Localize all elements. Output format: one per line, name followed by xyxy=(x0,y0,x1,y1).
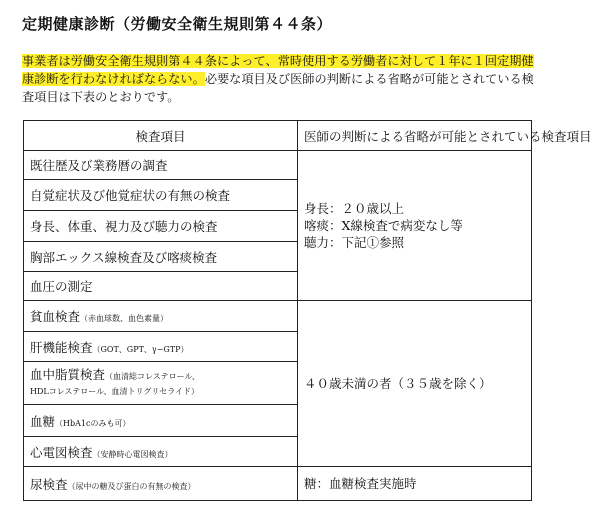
exam-item-note: （安静時心電図検査） xyxy=(92,449,173,459)
exam-item-name: 自覚症状及び他覚症状の有無の検査 xyxy=(30,188,231,203)
exam-item-note: （HbA1cのみも可） xyxy=(55,418,131,428)
table-row xyxy=(24,467,532,501)
exam-item-note: （GOT、GPT、γ−GTP） xyxy=(92,344,189,354)
omit-line: 聴力：下記①参照 xyxy=(304,235,405,250)
header-exam-item: 検査項目 xyxy=(24,121,298,151)
exam-item-cell xyxy=(24,301,298,332)
exam-item-name: 肝機能検査 xyxy=(30,339,93,355)
omit-cell-group-3 xyxy=(298,467,532,501)
omit-cell-group-2 xyxy=(298,301,532,467)
exam-item-name: 尿検査 xyxy=(30,476,68,492)
omit-line: 喀痰：X線検査で病変なし等 xyxy=(304,218,463,233)
exam-item-cell xyxy=(24,272,298,301)
exam-item-name: 既往歴及び業務暦の調査 xyxy=(30,158,168,173)
table-header-row xyxy=(24,121,532,151)
exam-item-note: （血清総コレステロール、 xyxy=(105,372,200,381)
omit-line: ４０歳未満の者（３５歳を除く） xyxy=(304,376,492,391)
omit-cell-group-1 xyxy=(298,151,532,301)
exam-item-cell xyxy=(24,405,298,437)
exam-items-table xyxy=(23,120,592,501)
omit-line: 身長：２０歳以上 xyxy=(304,201,405,216)
exam-item-note: HDLコレステロール、血清トリグリセライド） xyxy=(30,387,200,396)
table-row xyxy=(24,151,532,180)
exam-item-cell xyxy=(24,180,298,211)
exam-item-cell xyxy=(24,467,298,501)
exam-item-cell xyxy=(24,332,298,362)
exam-item-cell xyxy=(24,437,298,467)
exam-item-name: 胸部エックス線検査及び喀痰検査 xyxy=(30,249,218,265)
exam-item-cell xyxy=(24,211,298,242)
exam-item-name: 身長、体重、視力及び聴力の検査 xyxy=(30,219,218,234)
exam-item-cell xyxy=(24,362,298,405)
omit-line: 糖：血糖検査実施時 xyxy=(304,476,417,491)
exam-item-note: （赤血球数、血色素量） xyxy=(80,314,169,323)
exam-item-name: 血圧の測定 xyxy=(30,279,93,294)
exam-item-name: 血糖 xyxy=(30,413,56,429)
exam-item-name: 心電図検査 xyxy=(30,444,93,460)
intro-text: 必要な項目及び医師の判断による省略が可能とされている検査項目は下表のとおりです。 xyxy=(22,72,534,104)
exam-item-note: （尿中の糖及び蛋白の有無の検査） xyxy=(67,481,196,491)
table-row xyxy=(24,301,532,332)
exam-item-cell xyxy=(24,151,298,180)
exam-item-cell xyxy=(24,242,298,272)
header-omittable-items: 医師の判断による省略が可能とされている検査項目 xyxy=(298,121,532,151)
exam-item-name: 血中脂質検査 xyxy=(30,367,106,382)
intro-paragraph xyxy=(22,52,534,106)
intro-highlighted-text: 事業者は労働安全衛生規則第４４条によって、常時使用する労働者に対して１年に１回定期健康診断を行わなければならない。 xyxy=(22,54,534,86)
exam-item-name: 貧血検査 xyxy=(30,309,81,324)
page-title: 定期健康診断（労働安全衛生規則第４４条） xyxy=(22,15,333,33)
